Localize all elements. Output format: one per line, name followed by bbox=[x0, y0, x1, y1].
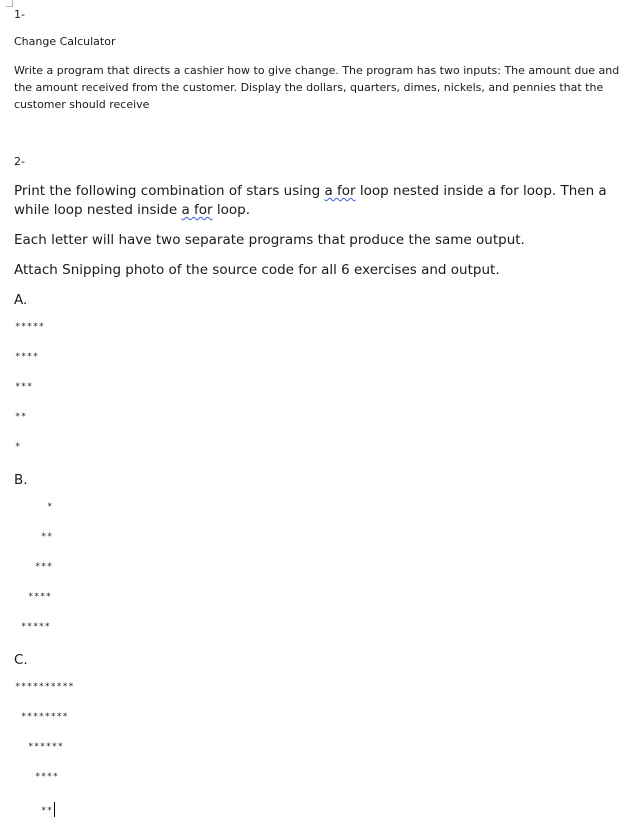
pattern-c-label[interactable]: C. bbox=[14, 652, 28, 668]
section-2-note-1[interactable]: Each letter will have two separate programs that produce the same output. bbox=[14, 232, 525, 248]
intro-text-1: Print the following combination of stars using bbox=[14, 183, 325, 199]
pattern-b-row-2[interactable]: ** bbox=[41, 532, 53, 542]
pattern-b-label[interactable]: B. bbox=[14, 472, 28, 488]
section-1-body[interactable]: Write a program that directs a cashier how to give change. The program has two inputs: The amount due and the amount received from the customer. Display the dollars, quarters, dimes, nickels, and pennies that the customer should receive bbox=[14, 64, 620, 111]
section-1-title[interactable]: Change Calculator bbox=[14, 35, 116, 48]
intro-text-2: loop nested inside a for loop. Then a while loop nested inside bbox=[14, 183, 607, 218]
text-cursor bbox=[54, 802, 55, 817]
pattern-c-row-4[interactable]: **** bbox=[35, 772, 59, 782]
pattern-b-row-1[interactable]: * bbox=[47, 502, 53, 512]
pattern-b-row-4[interactable]: **** bbox=[28, 592, 52, 602]
section-1-number[interactable]: 1- bbox=[14, 8, 25, 21]
pattern-c-row-5[interactable] bbox=[41, 802, 55, 817]
section-2-intro[interactable] bbox=[14, 182, 639, 220]
pattern-a-row-2[interactable]: **** bbox=[15, 352, 39, 362]
intro-text-3: loop. bbox=[212, 202, 251, 218]
pattern-c-row-3[interactable]: ****** bbox=[28, 742, 64, 752]
section-2-note-2[interactable]: Attach Snipping photo of the source code for all 6 exercises and output. bbox=[14, 262, 500, 278]
pattern-c-row-5-text: ** bbox=[41, 806, 53, 816]
pattern-c-row-1[interactable]: ********** bbox=[15, 682, 75, 692]
pattern-c-row-2[interactable]: ******** bbox=[21, 712, 69, 722]
pattern-b-row-5[interactable]: ***** bbox=[21, 622, 51, 632]
pattern-a-row-1[interactable]: ***** bbox=[15, 322, 45, 332]
page-margin-marker bbox=[6, 0, 13, 7]
spelling-flag-a-for-2[interactable]: a for bbox=[181, 202, 213, 218]
section-2-number[interactable]: 2- bbox=[14, 155, 25, 168]
pattern-b-row-3[interactable]: *** bbox=[35, 562, 53, 572]
pattern-a-row-4[interactable]: ** bbox=[15, 412, 27, 422]
pattern-a-label[interactable]: A. bbox=[14, 292, 28, 308]
spelling-flag-a-for-1[interactable]: a for bbox=[324, 183, 356, 199]
pattern-a-row-5[interactable]: * bbox=[15, 442, 21, 452]
pattern-a-row-3[interactable]: *** bbox=[15, 382, 33, 392]
